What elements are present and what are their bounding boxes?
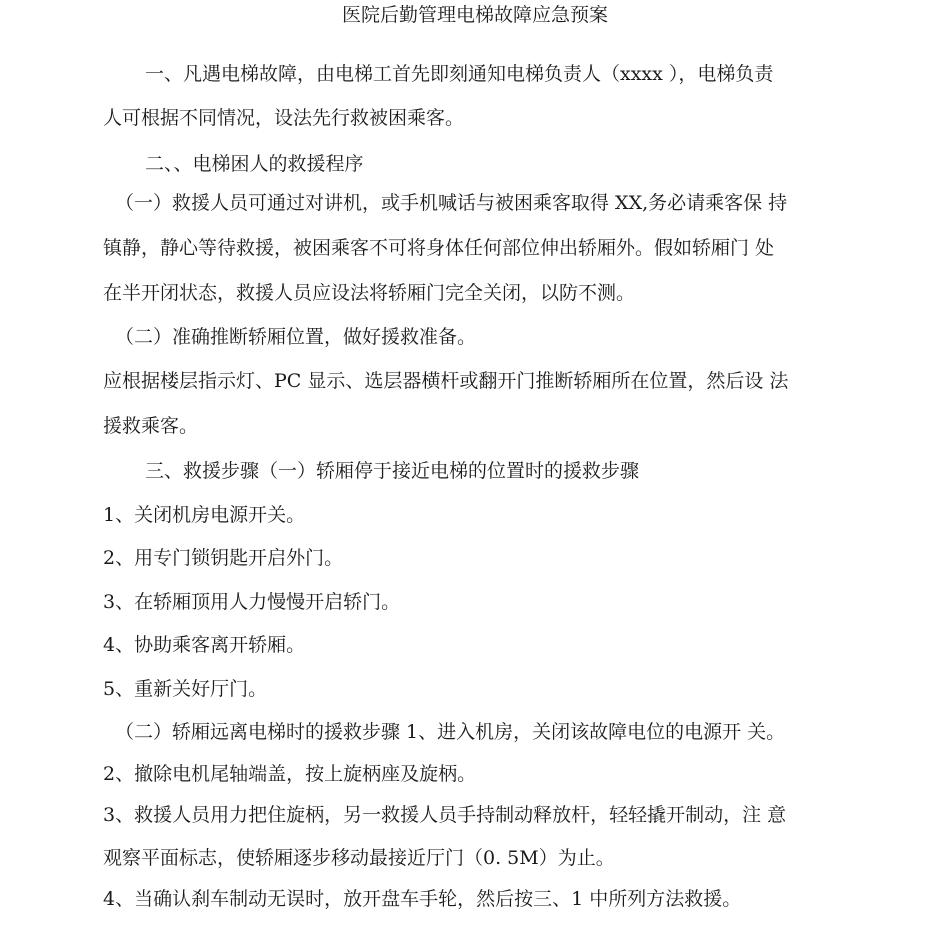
paragraph-line: 人可根据不同情况，设法先行救被困乘客。 bbox=[103, 107, 465, 129]
document-title: 医院后勤管理电梯故障应急预案 bbox=[341, 4, 608, 26]
paragraph-line: 一、凡遇电梯故障，由电梯工首先即刻通知电梯负责人（xxxx ），电梯负责 bbox=[145, 63, 774, 85]
list-item: 3、救援人员用力把住旋柄，另一救援人员手持制动释放杆，轻轻撬开制动，注 意 bbox=[103, 804, 787, 826]
list-item: 4、协助乘客离开轿厢。 bbox=[103, 634, 306, 656]
paragraph-line: （二）准确推断轿厢位置，做好援救准备。 bbox=[115, 326, 477, 348]
paragraph-line: 援救乘客。 bbox=[103, 415, 199, 437]
list-item: 3、在轿厢顶用人力慢慢开启轿门。 bbox=[103, 591, 401, 613]
paragraph-line: 镇静，静心等待救援，被困乘客不可将身体任何部位伸出轿厢外。假如轿厢门 处 bbox=[103, 237, 775, 259]
list-item: 4、当确认刹车制动无误时，放开盘车手轮，然后按三、1 中所列方法救援。 bbox=[103, 888, 742, 910]
list-item: 2、撤除电机尾轴端盖，按上旋柄座及旋柄。 bbox=[103, 763, 477, 785]
list-item: 5、重新关好厅门。 bbox=[103, 678, 268, 700]
paragraph-line: （一）救援人员可通过对讲机，或手机喊话与被困乘客取得 XX,务必请乘客保 持 bbox=[115, 192, 788, 214]
paragraph-line: （二）轿厢远离电梯时的援救步骤 1、进入机房，关闭该故障电位的电源开 关。 bbox=[115, 721, 786, 743]
section-heading: 三、救援步骤（一）轿厢停于接近电梯的位置时的援救步骤 bbox=[145, 460, 640, 482]
list-item: 2、用专门锁钥匙开启外门。 bbox=[103, 547, 344, 569]
paragraph-line: 在半开闭状态，救援人员应设法将轿厢门完全关闭，以防不测。 bbox=[103, 282, 636, 304]
paragraph-line: 观察平面标志，使轿厢逐步移动最接近厅门（0. 5M）为止。 bbox=[103, 847, 615, 869]
paragraph-line: 应根据楼层指示灯、PC 显示、选层器横杆或翻开门推断轿厢所在位置，然后设 法 bbox=[103, 370, 789, 392]
list-item: 1、关闭机房电源开关。 bbox=[103, 504, 306, 526]
section-heading: 二、、电梯困人的救援程序 bbox=[145, 153, 364, 175]
